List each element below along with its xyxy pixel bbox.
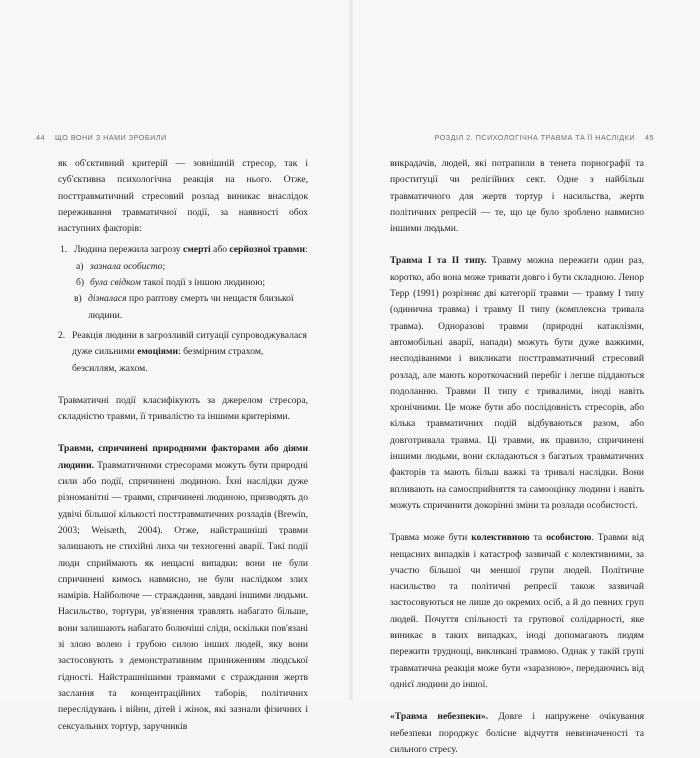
sub-item-b [74,275,308,291]
left-running-head-title: ЩО ВОНИ З НАМИ ЗРОБИЛИ [55,133,167,142]
right-running-head-title: РОЗДІЛ 2. ПСИХОЛОГІЧНА ТРАВМА ТА ЇЇ НАСЛІДКИ [434,133,635,142]
paragraph [390,709,644,758]
left-running-head [36,133,167,142]
list-marker: 2. [58,329,66,341]
list-marker: б) [76,277,85,289]
italic-term: була свідком [90,277,141,289]
bold-term: смерті [183,244,211,256]
paragraph-text: Травма може бути [390,532,472,544]
list-marker: в) [74,293,82,305]
paragraph: Травматичні події класифікують за джерелом стресора, складністю травми, її тривалістю та іншими критеріями. [58,394,308,423]
section-lead-in: Травми, спричинені природними факторами або діями людини. [58,443,308,471]
paragraph [390,253,644,514]
right-page [354,0,700,755]
paragraph-text: Довге і напружене очікування небезпеки породжує болісне відчуття невизначеності та сильного стресу. [390,711,644,755]
paragraph-text: Травматичними стресорами можуть бути природні сили або події, спричинені людиною. Їхні наслідки дуже різноманітні — травми, спричинені людиною, призводять до удвічі більшої кількості посттравматичних розладів (Brewin, 2003; Weisæth, 2004). Отже, найстрашніші травми залишають не стихійні лиха чи техногенні аварії. Такі події люди сприймають як нещасні випадки: вони не були спричинені кимось навмисно, не були наслідком злих намірів. Найболюче — страждання, завдані іншими людьми. Насильство, тортури, ув'язнення травлять набагато більше, вони залишають набагато болючіші сліди, оскільки пов'язані зі злою волею і грубою силою інших людей, яку вони застосовують з демонстративним приниженням людської гідності. Найстрашнішими травмами є страждання жертв заслання та концентраційних таборів, політичних переслідувань і війни, дітей і жінок, які зазнали фізичних і сексуальних тортур, заручників [58,459,308,732]
left-page [0,0,348,732]
criteria-list [58,242,308,376]
paragraph: викрадачів, людей, які потрапили в тенета порнографії та проституції чи релігійних сект. Одне з найбільш травматичного для жертв тортур і насильства, жертв політичних репресій — те, що це було зроблено навмисно іншими людьми. [390,158,644,235]
bold-term: особистою [546,532,592,544]
paragraph-text: . Травми від нещасних випадків і катастроф зазвичай є колективними, за участю більшої чи меншої групи людей. Політичне насильство та політичні репресії також зазвичай застосовуються не лише до окремих осіб, а й до певних груп людей. Почуття спільності та групової солідарності, яке виникає в таких випадках, іноді допомагають людям пережити труднощі, викликані травмою. Однак у такій групі травматична реакція може бути «заразною», передаючись від однієї людини до іншої. [390,532,644,690]
bold-term: емоціями [137,346,179,358]
italic-term: зазнала особисто [90,260,163,272]
left-page-body [58,156,308,735]
list-text: Реакція людини в загрозливій ситуації супроводжувалася дуже сильними [72,329,307,358]
list-text: Людина пережила загрозу [74,244,184,256]
list-marker: 1. [60,244,68,256]
paragraph-text: та [529,532,547,544]
list-text: ; [162,260,166,272]
bold-term: серйозної травми [229,244,305,256]
list-marker: а) [76,260,84,272]
list-text: : [304,244,308,256]
right-running-head [435,133,654,142]
criteria-item-2 [58,328,308,377]
sub-list [60,259,308,324]
italic-term: дізналася [88,293,127,305]
left-page-number: 44 [36,133,45,142]
section-lead-in: Травма І та ІІ типу. [390,255,487,267]
paragraph: як об'єктивний критерій — зовнішній стресор, так і суб'єктивна психологічна реакція на нього. Отже, посттравматичний стресовий розлад виникає внаслідок переживання травматичної події, за наявності обох наступних факторів: [58,158,308,235]
list-text: такої події з іншою людиною; [140,277,266,289]
sub-item-c [74,291,308,324]
paragraph [58,441,308,734]
sub-item-a [74,259,308,275]
list-text: або [210,244,230,256]
paragraph [390,530,644,693]
list-text: про раптову смерть чи нещастя близької людини. [88,293,294,321]
bold-term: колективною [471,532,530,544]
criteria-item-1 [58,242,308,323]
right-page-body [390,156,644,758]
list-text: : безмірним страхом, безсиллям, жахом. [72,346,264,374]
right-page-number: 45 [645,133,654,142]
paragraph-text: Травму можна пережити один раз, коротко, або вона може тривати довго і бути складною. Ленор Терр (1991) розрізняє дві категорії травми — травму І типу (одинична травма) і травму ІІ типу (комплексна тривала травма). Одноразові травми (природні катаклізми, автомобільні аварії, напади) можуть бути дуже важкими, несподіваними і викликати посттравматичний стресовий розлад, але мають короткочасний перебіг і легше піддаються подоланню. Травми ІІ типу є тривалими, іноді навіть хронічними. Це може бути або послідовність стресорів, або кілька травматичних подій відбуваються разом, або довготривала травма. Ці травми, як правило, спричинені іншими людьми, вони складаються з багатьох травматичних факторів та мають більш важкі та тривалі наслідки. Вони впливають на самосприйняття та самооцінку людини і навіть можуть спричинити докорінні зміни та розлади особистості. [390,255,645,511]
section-lead-in: «Травма небезпеки». [390,711,489,723]
